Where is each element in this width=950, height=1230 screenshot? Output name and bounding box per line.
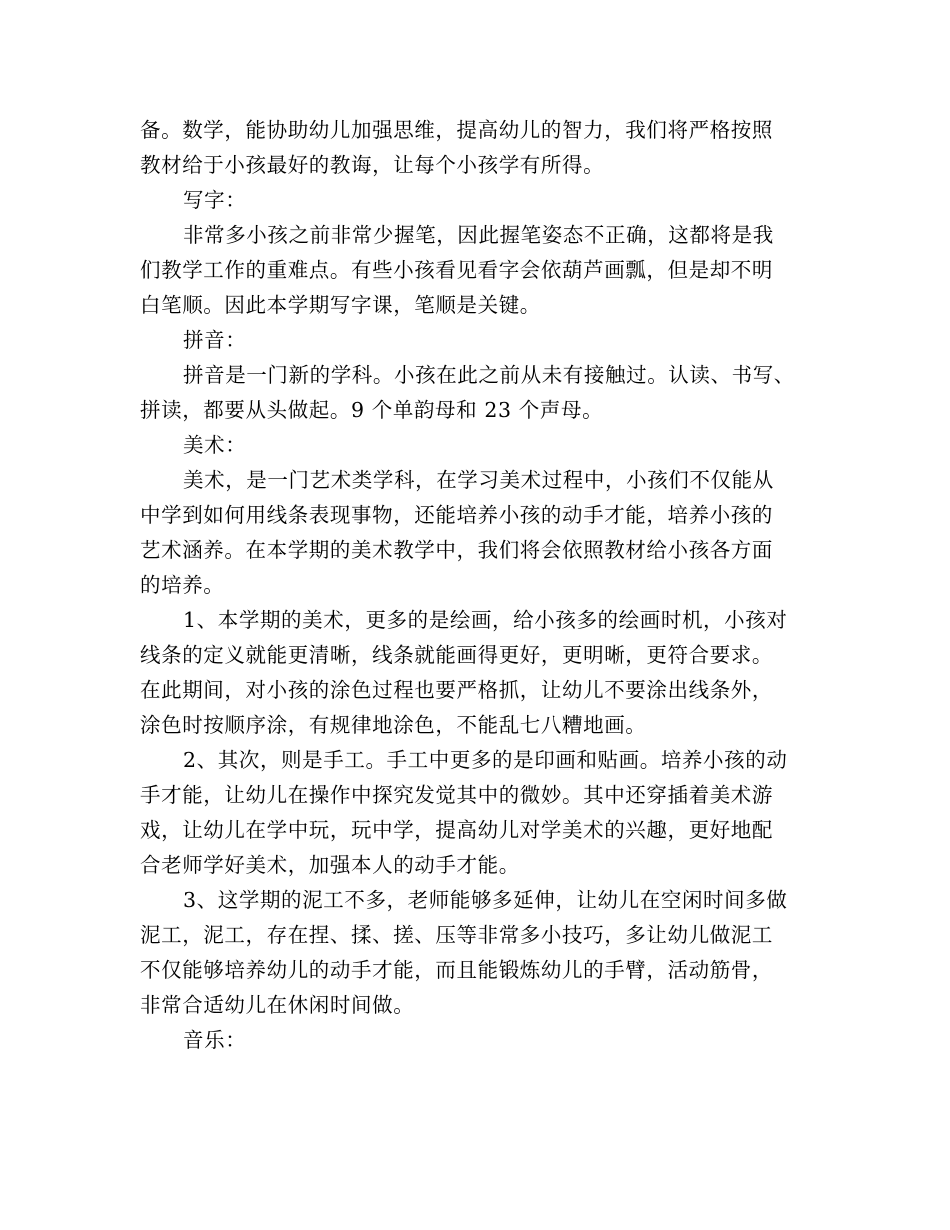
text-line: 白笔顺。因此本学期写字课，笔顺是关键。 bbox=[140, 293, 541, 317]
text-line: 泥工，泥工，存在捏、揉、搓、压等非常多小技巧，多让幼儿做泥工 bbox=[140, 923, 773, 947]
text-line: 戏，让幼儿在学中玩，玩中学，提高幼儿对学美术的兴趣，更好地配 bbox=[140, 818, 773, 842]
text-line: 的培养。 bbox=[140, 573, 225, 597]
text-line: 拼音是一门新的学科。小孩在此之前从未有接触过。认读、书写、 bbox=[183, 363, 795, 387]
text-line: 涂色时按顺序涂，有规律地涂色，不能乱七八糟地画。 bbox=[140, 713, 647, 737]
text-line: 美术，是一门艺术类学科，在学习美术过程中，小孩们不仅能从 bbox=[183, 468, 774, 492]
section-heading-art: 美术： bbox=[183, 433, 247, 457]
text-line: 备。数学，能协助幼儿加强思维，提高幼儿的智力，我们将严格按照 bbox=[140, 118, 773, 142]
text-line: 非常多小孩之前非常少握笔，因此握笔姿态不正确，这都将是我 bbox=[183, 223, 774, 247]
text-line: 2、其次，则是手工。手工中更多的是印画和贴画。培养小孩的动 bbox=[183, 748, 788, 772]
text-line: 教材给于小孩最好的教诲，让每个小孩学有所得。 bbox=[140, 153, 605, 177]
text-line: 3、这学期的泥工不多，老师能够多延伸，让幼儿在空闲时间多做 bbox=[183, 888, 788, 912]
section-heading-writing: 写字： bbox=[183, 188, 247, 212]
text-line: 在此期间，对小孩的涂色过程也要严格抓，让幼儿不要涂出线条外， bbox=[140, 678, 773, 702]
text-line: 手才能，让幼儿在操作中探究发觉其中的微妙。其中还穿插着美术游 bbox=[140, 783, 773, 807]
text-line: 合老师学好美术，加强本人的动手才能。 bbox=[140, 853, 520, 877]
text-line: 不仅能够培养幼儿的动手才能，而且能锻炼幼儿的手臂，活动筋骨， bbox=[140, 958, 773, 982]
text-line: 非常合适幼儿在休闲时间做。 bbox=[140, 993, 415, 1017]
section-heading-pinyin: 拼音： bbox=[183, 328, 247, 352]
text-line: 中学到如何用线条表现事物，还能培养小孩的动手才能，培养小孩的 bbox=[140, 503, 773, 527]
text-line: 线条的定义就能更清晰，线条就能画得更好，更明晰，更符合要求。 bbox=[140, 643, 773, 667]
text-line: 艺术涵养。在本学期的美术教学中，我们将会依照教材给小孩各方面 bbox=[140, 538, 773, 562]
text-line: 1、本学期的美术，更多的是绘画，给小孩多的绘画时机，小孩对 bbox=[183, 608, 788, 632]
text-line: 们教学工作的重难点。有些小孩看见看字会依葫芦画瓢，但是却不明 bbox=[140, 258, 773, 282]
text-line: 拼读，都要从头做起。9 个单韵母和 23 个声母。 bbox=[140, 398, 604, 422]
section-heading-music: 音乐： bbox=[183, 1028, 247, 1052]
